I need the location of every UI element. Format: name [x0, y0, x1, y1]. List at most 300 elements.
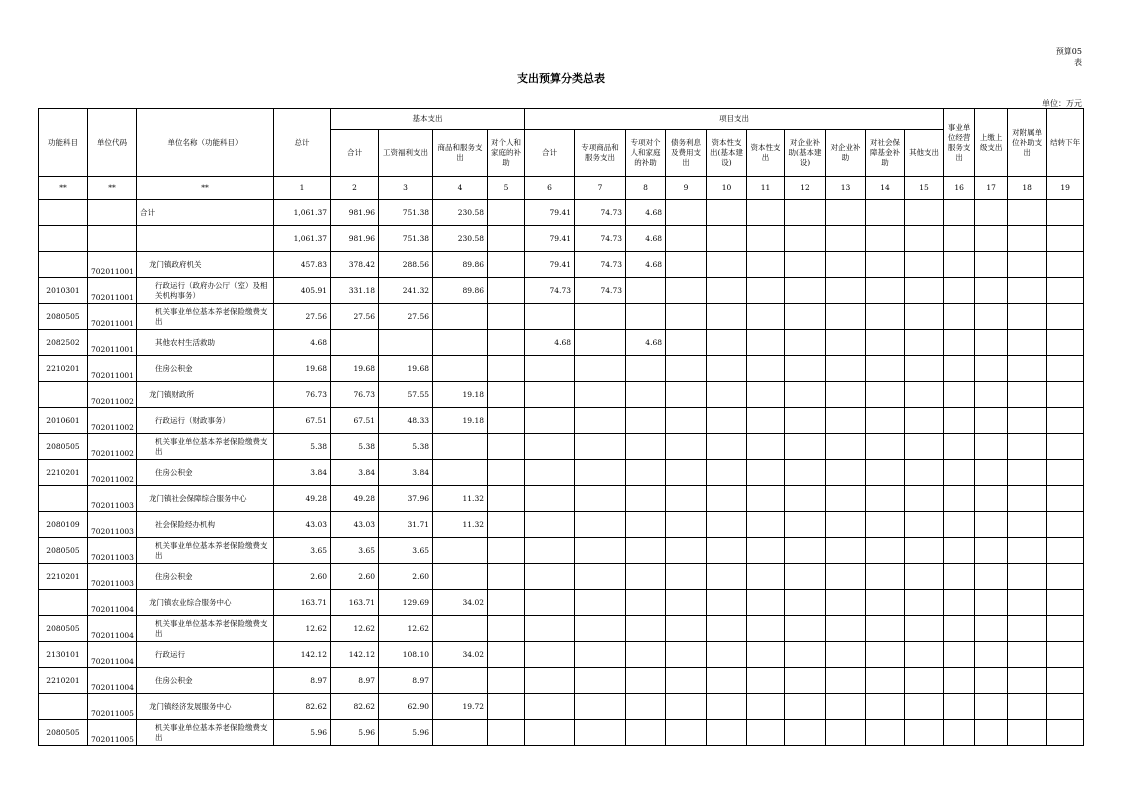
value-cell: [1008, 408, 1047, 434]
value-cell: [331, 330, 379, 356]
value-cell: [866, 538, 905, 564]
value-cell: [866, 330, 905, 356]
value-cell: 981.96: [331, 200, 379, 226]
value-cell: 34.02: [433, 642, 488, 668]
value-cell: [785, 460, 826, 486]
value-cell: 12.62: [274, 616, 331, 642]
value-cell: [1008, 226, 1047, 252]
value-cell: 751.38: [379, 226, 433, 252]
value-cell: [1008, 538, 1047, 564]
value-cell: [707, 590, 747, 616]
value-cell: [1008, 668, 1047, 694]
value-cell: [575, 408, 626, 434]
function-code-cell: 2130101: [39, 642, 88, 668]
value-cell: 4.68: [626, 330, 666, 356]
value-cell: [575, 720, 626, 746]
value-cell: [666, 226, 707, 252]
table-row: [39, 590, 1084, 616]
index-cell: 15: [905, 177, 944, 200]
value-cell: [826, 486, 866, 512]
value-cell: 378.42: [331, 252, 379, 278]
value-cell: [488, 408, 525, 434]
value-cell: [747, 278, 785, 304]
value-cell: [1047, 382, 1084, 408]
value-cell: [866, 356, 905, 382]
header-project-col: 对企业补助(基本建设): [785, 130, 826, 177]
header-tail: 对附属单位补助支出: [1008, 109, 1047, 177]
value-cell: 49.28: [331, 486, 379, 512]
value-cell: [1008, 486, 1047, 512]
value-cell: [488, 356, 525, 382]
value-cell: [488, 434, 525, 460]
value-cell: [905, 356, 944, 382]
value-cell: [1008, 200, 1047, 226]
value-cell: [1047, 356, 1084, 382]
value-cell: [826, 200, 866, 226]
value-cell: [944, 564, 975, 590]
value-cell: [575, 356, 626, 382]
value-cell: [944, 590, 975, 616]
value-cell: 5.96: [379, 720, 433, 746]
table-body: [39, 200, 1084, 746]
value-cell: 1,061.37: [274, 226, 331, 252]
unit-code-cell: 702011002: [88, 434, 137, 460]
unit-code-cell: 702011001: [88, 304, 137, 330]
value-cell: [826, 330, 866, 356]
index-cell: 12: [785, 177, 826, 200]
value-cell: [866, 512, 905, 538]
value-cell: [707, 642, 747, 668]
page-title: 支出预算分类总表: [517, 72, 605, 85]
table-row: [39, 304, 1084, 330]
value-cell: [626, 408, 666, 434]
function-code-cell: [39, 226, 88, 252]
value-cell: [488, 642, 525, 668]
unit-name-cell: 社会保险经办机构: [137, 512, 274, 538]
value-cell: [1008, 356, 1047, 382]
value-cell: [575, 642, 626, 668]
unit-code-cell: 702011004: [88, 642, 137, 668]
value-cell: [747, 564, 785, 590]
unit-label: 单位：万元: [1042, 99, 1082, 108]
value-cell: [944, 720, 975, 746]
value-cell: [785, 408, 826, 434]
value-cell: [1008, 460, 1047, 486]
value-cell: [944, 226, 975, 252]
value-cell: 3.65: [274, 538, 331, 564]
value-cell: 74.73: [575, 252, 626, 278]
value-cell: [905, 564, 944, 590]
value-cell: 27.56: [331, 304, 379, 330]
value-cell: [905, 434, 944, 460]
value-cell: [905, 590, 944, 616]
value-cell: [747, 408, 785, 434]
unit-code-cell: 702011002: [88, 408, 137, 434]
value-cell: [866, 590, 905, 616]
value-cell: [944, 512, 975, 538]
value-cell: [626, 434, 666, 460]
value-cell: [785, 304, 826, 330]
value-cell: [666, 304, 707, 330]
value-cell: 5.38: [379, 434, 433, 460]
value-cell: 19.68: [379, 356, 433, 382]
header-project-col: 债务利息及费用支出: [666, 130, 707, 177]
value-cell: 108.10: [379, 642, 433, 668]
function-code-cell: 2080505: [39, 304, 88, 330]
value-cell: [826, 434, 866, 460]
value-cell: 3.84: [379, 460, 433, 486]
value-cell: [1008, 434, 1047, 460]
table-row: [39, 642, 1084, 668]
value-cell: [666, 512, 707, 538]
value-cell: [905, 304, 944, 330]
value-cell: [525, 512, 575, 538]
value-cell: [747, 616, 785, 642]
table-row: [39, 720, 1084, 746]
unit-name-cell: 龙门镇农业综合服务中心: [137, 590, 274, 616]
unit-name-cell: 住房公积金: [137, 668, 274, 694]
value-cell: [826, 382, 866, 408]
value-cell: [975, 720, 1008, 746]
index-cell: 6: [525, 177, 575, 200]
index-cell: **: [88, 177, 137, 200]
value-cell: [785, 252, 826, 278]
value-cell: [1008, 304, 1047, 330]
value-cell: [488, 694, 525, 720]
unit-code-cell: 702011004: [88, 616, 137, 642]
value-cell: 89.86: [433, 278, 488, 304]
value-cell: 1,061.37: [274, 200, 331, 226]
value-cell: 76.73: [274, 382, 331, 408]
form-number-line1: 预算05: [1055, 47, 1082, 56]
function-code-cell: [39, 590, 88, 616]
value-cell: [666, 616, 707, 642]
value-cell: [747, 200, 785, 226]
value-cell: [707, 200, 747, 226]
value-cell: [707, 720, 747, 746]
value-cell: [575, 694, 626, 720]
function-code-cell: 2080505: [39, 538, 88, 564]
value-cell: [785, 720, 826, 746]
header-basic-col: 合计: [331, 130, 379, 177]
header-project-col: 对企业补助: [826, 130, 866, 177]
value-cell: [1047, 642, 1084, 668]
value-cell: [866, 642, 905, 668]
value-cell: [1047, 226, 1084, 252]
value-cell: [826, 278, 866, 304]
value-cell: [905, 330, 944, 356]
value-cell: [1047, 694, 1084, 720]
value-cell: [525, 408, 575, 434]
value-cell: [905, 720, 944, 746]
value-cell: [944, 356, 975, 382]
unit-name-cell: 机关事业单位基本养老保险缴费支出: [137, 538, 274, 564]
value-cell: [905, 460, 944, 486]
value-cell: [826, 694, 866, 720]
function-code-cell: 2010601: [39, 408, 88, 434]
value-cell: [525, 564, 575, 590]
value-cell: [575, 382, 626, 408]
value-cell: [1047, 408, 1084, 434]
value-cell: [1008, 330, 1047, 356]
value-cell: [707, 564, 747, 590]
value-cell: 79.41: [525, 200, 575, 226]
value-cell: [1008, 564, 1047, 590]
value-cell: [707, 356, 747, 382]
value-cell: [488, 538, 525, 564]
value-cell: [525, 694, 575, 720]
table-row: [39, 538, 1084, 564]
header-basic-col: 工资福利支出: [379, 130, 433, 177]
value-cell: [626, 382, 666, 408]
unit-code-cell: 702011001: [88, 356, 137, 382]
value-cell: [747, 590, 785, 616]
unit-code-cell: 702011002: [88, 382, 137, 408]
value-cell: [525, 590, 575, 616]
value-cell: 5.38: [274, 434, 331, 460]
value-cell: 48.33: [379, 408, 433, 434]
value-cell: [866, 616, 905, 642]
value-cell: [975, 330, 1008, 356]
value-cell: [975, 694, 1008, 720]
value-cell: [1047, 538, 1084, 564]
value-cell: [626, 278, 666, 304]
value-cell: [785, 226, 826, 252]
header-project-col: 专项对个人和家庭的补助: [626, 130, 666, 177]
value-cell: [666, 382, 707, 408]
value-cell: [747, 720, 785, 746]
value-cell: [666, 538, 707, 564]
value-cell: [1047, 200, 1084, 226]
value-cell: [826, 408, 866, 434]
value-cell: [626, 538, 666, 564]
value-cell: [975, 226, 1008, 252]
value-cell: [707, 408, 747, 434]
value-cell: [575, 460, 626, 486]
value-cell: [747, 356, 785, 382]
value-cell: [488, 668, 525, 694]
value-cell: [905, 200, 944, 226]
function-code-cell: 2080109: [39, 512, 88, 538]
table-row: [39, 330, 1084, 356]
table-row: [39, 512, 1084, 538]
value-cell: [525, 434, 575, 460]
value-cell: [785, 330, 826, 356]
value-cell: [433, 564, 488, 590]
value-cell: [905, 538, 944, 564]
value-cell: 27.56: [379, 304, 433, 330]
value-cell: [488, 382, 525, 408]
function-code-cell: 2080505: [39, 616, 88, 642]
value-cell: 751.38: [379, 200, 433, 226]
value-cell: [488, 616, 525, 642]
value-cell: [826, 616, 866, 642]
value-cell: [866, 382, 905, 408]
value-cell: [866, 278, 905, 304]
unit-name-cell: 龙门镇政府机关: [137, 252, 274, 278]
index-cell: 9: [666, 177, 707, 200]
value-cell: [1047, 616, 1084, 642]
header-basic-col: 对个人和家庭的补助: [488, 130, 525, 177]
value-cell: [433, 356, 488, 382]
unit-code-cell: 702011003: [88, 486, 137, 512]
unit-code-cell: 702011005: [88, 694, 137, 720]
value-cell: [866, 720, 905, 746]
value-cell: [1008, 694, 1047, 720]
value-cell: [905, 278, 944, 304]
value-cell: [785, 616, 826, 642]
value-cell: [785, 382, 826, 408]
index-cell: 11: [747, 177, 785, 200]
table-row: [39, 252, 1084, 278]
value-cell: [747, 382, 785, 408]
value-cell: [626, 512, 666, 538]
value-cell: [905, 486, 944, 512]
index-cell: 2: [331, 177, 379, 200]
index-cell: 16: [944, 177, 975, 200]
value-cell: 2.60: [331, 564, 379, 590]
value-cell: [488, 720, 525, 746]
value-cell: [575, 330, 626, 356]
header-project-col: 资本性支出: [747, 130, 785, 177]
header-project-col: 对社会保障基金补助: [866, 130, 905, 177]
value-cell: [575, 616, 626, 642]
table-row: [39, 486, 1084, 512]
value-cell: [707, 252, 747, 278]
value-cell: [707, 460, 747, 486]
value-cell: [785, 434, 826, 460]
unit-name-cell: 机关事业单位基本养老保险缴费支出: [137, 434, 274, 460]
value-cell: [488, 486, 525, 512]
value-cell: [975, 642, 1008, 668]
value-cell: [747, 252, 785, 278]
value-cell: [975, 616, 1008, 642]
value-cell: 230.58: [433, 226, 488, 252]
value-cell: [707, 226, 747, 252]
value-cell: [826, 512, 866, 538]
value-cell: [525, 668, 575, 694]
value-cell: [866, 252, 905, 278]
value-cell: [525, 538, 575, 564]
header-unit-code: 单位代码: [88, 109, 137, 177]
value-cell: [575, 564, 626, 590]
value-cell: [433, 460, 488, 486]
value-cell: 129.69: [379, 590, 433, 616]
value-cell: 457.83: [274, 252, 331, 278]
value-cell: [975, 252, 1008, 278]
value-cell: 4.68: [274, 330, 331, 356]
function-code-cell: 2080505: [39, 434, 88, 460]
unit-name-cell: 龙门镇财政所: [137, 382, 274, 408]
value-cell: 43.03: [274, 512, 331, 538]
table-row: [39, 616, 1084, 642]
unit-code-cell: 702011004: [88, 668, 137, 694]
unit-code-cell: 702011003: [88, 538, 137, 564]
value-cell: [1008, 590, 1047, 616]
value-cell: 981.96: [331, 226, 379, 252]
value-cell: [575, 590, 626, 616]
value-cell: 57.55: [379, 382, 433, 408]
header-unit-name: 单位名称（功能科目）: [137, 109, 274, 177]
value-cell: 19.18: [433, 382, 488, 408]
header-basic-group: 基本支出: [331, 109, 525, 130]
table-row: [39, 668, 1084, 694]
value-cell: [666, 590, 707, 616]
value-cell: [1047, 486, 1084, 512]
function-code-cell: [39, 200, 88, 226]
value-cell: 37.96: [379, 486, 433, 512]
value-cell: [525, 720, 575, 746]
value-cell: 11.32: [433, 486, 488, 512]
value-cell: [975, 564, 1008, 590]
value-cell: 3.65: [379, 538, 433, 564]
value-cell: [785, 564, 826, 590]
value-cell: [575, 512, 626, 538]
value-cell: [488, 460, 525, 486]
value-cell: 230.58: [433, 200, 488, 226]
value-cell: 19.72: [433, 694, 488, 720]
value-cell: [525, 356, 575, 382]
value-cell: [1008, 720, 1047, 746]
value-cell: [944, 252, 975, 278]
value-cell: 5.38: [331, 434, 379, 460]
index-cell: 13: [826, 177, 866, 200]
value-cell: 4.68: [626, 200, 666, 226]
value-cell: [575, 486, 626, 512]
index-cell: 4: [433, 177, 488, 200]
value-cell: [905, 642, 944, 668]
value-cell: [666, 564, 707, 590]
value-cell: 405.91: [274, 278, 331, 304]
header-basic-col: 商品和服务支出: [433, 130, 488, 177]
value-cell: [944, 278, 975, 304]
value-cell: [866, 226, 905, 252]
value-cell: 163.71: [274, 590, 331, 616]
unit-name-cell: 行政运行: [137, 642, 274, 668]
table-row: [39, 564, 1084, 590]
function-code-cell: [39, 382, 88, 408]
value-cell: [866, 486, 905, 512]
value-cell: [975, 590, 1008, 616]
index-cell: 5: [488, 177, 525, 200]
value-cell: [944, 642, 975, 668]
value-cell: [785, 538, 826, 564]
value-cell: [1008, 278, 1047, 304]
value-cell: [666, 460, 707, 486]
value-cell: [785, 200, 826, 226]
value-cell: [905, 668, 944, 694]
value-cell: [747, 226, 785, 252]
value-cell: 2.60: [274, 564, 331, 590]
value-cell: [944, 304, 975, 330]
value-cell: [1047, 330, 1084, 356]
table-row: [39, 434, 1084, 460]
value-cell: [785, 642, 826, 668]
header-project-col: 专项商品和服务支出: [575, 130, 626, 177]
value-cell: 8.97: [331, 668, 379, 694]
index-cell: 14: [866, 177, 905, 200]
value-cell: [975, 408, 1008, 434]
value-cell: 19.68: [274, 356, 331, 382]
value-cell: [1008, 616, 1047, 642]
value-cell: 43.03: [331, 512, 379, 538]
value-cell: [626, 616, 666, 642]
value-cell: [944, 538, 975, 564]
unit-name-cell: 龙门镇社会保障综合服务中心: [137, 486, 274, 512]
value-cell: [1047, 564, 1084, 590]
value-cell: [1047, 460, 1084, 486]
value-cell: [785, 356, 826, 382]
